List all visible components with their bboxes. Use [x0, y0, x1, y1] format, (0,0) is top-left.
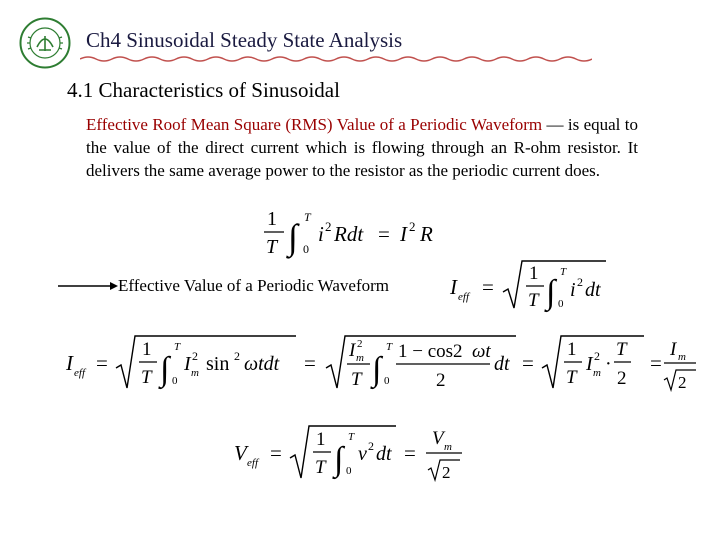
svg-text:I: I [450, 275, 457, 299]
svg-text:dt: dt [494, 353, 510, 375]
svg-text:dt: dt [376, 443, 392, 465]
svg-text:2: 2 [192, 349, 198, 363]
svg-text:ωtdt: ωtdt [244, 353, 280, 375]
svg-text:m: m [444, 441, 452, 453]
arrow-icon [58, 279, 118, 293]
svg-text:2: 2 [368, 439, 374, 453]
svg-text:=: = [270, 441, 282, 465]
svg-text:T: T [528, 290, 539, 311]
svg-text:2: 2 [617, 368, 627, 389]
definition-paragraph [86, 113, 638, 182]
definition-body: — is equal to the value of the direct current which is flowing through an R-ohm resistor. It delivers the same average power to the resistor as the periodic current does. [86, 115, 638, 180]
svg-text:1: 1 [529, 263, 539, 284]
svg-text:T: T [560, 266, 567, 278]
svg-text:0: 0 [303, 242, 309, 256]
svg-text:I: I [670, 339, 677, 360]
equation-veff [232, 420, 472, 486]
svg-text:I: I [184, 353, 191, 375]
svg-text:ωt: ωt [472, 341, 491, 362]
svg-text:∫: ∫ [334, 441, 344, 478]
header-underline [80, 54, 592, 64]
svg-text:m: m [356, 352, 364, 364]
svg-text:2: 2 [577, 275, 583, 289]
svg-text:I: I [586, 353, 593, 375]
svg-text:∫: ∫ [160, 351, 170, 388]
svg-text:=: = [96, 351, 108, 375]
svg-text:1: 1 [567, 339, 577, 360]
svg-text:i: i [318, 222, 324, 246]
svg-text:0: 0 [384, 375, 390, 387]
svg-text:eff: eff [74, 367, 85, 379]
equation-ieff-definition [448, 256, 610, 314]
svg-text:2: 2 [678, 373, 687, 392]
svg-text:i: i [570, 279, 576, 301]
svg-text:I: I [349, 340, 356, 361]
svg-text:T: T [141, 367, 152, 388]
svg-text:T: T [348, 431, 355, 443]
svg-text:sin: sin [206, 353, 230, 375]
svg-text:V: V [234, 441, 247, 465]
svg-text:2: 2 [442, 463, 451, 482]
svg-text:T: T [566, 367, 577, 388]
svg-text:dt: dt [585, 279, 601, 301]
svg-text:=: = [304, 351, 316, 375]
svg-text:2: 2 [594, 349, 600, 363]
svg-text:=: = [378, 222, 390, 246]
svg-text:∫: ∫ [546, 274, 556, 311]
svg-text:1: 1 [316, 429, 326, 450]
svg-text:R: R [420, 222, 433, 246]
svg-text:v: v [358, 443, 367, 465]
section-title: 4.1 Characteristics of Sinusoidal [67, 78, 340, 102]
svg-text:∫: ∫ [372, 351, 382, 388]
svg-text:2: 2 [357, 338, 363, 350]
university-logo [19, 17, 71, 69]
chapter-title: Ch4 Sinusoidal Steady State Analysis [86, 28, 403, 52]
svg-text:T: T [304, 210, 311, 224]
svg-text:2: 2 [234, 349, 240, 363]
effective-value-label: Effective Value of a Periodic Waveform [118, 276, 390, 295]
svg-text:2: 2 [436, 370, 446, 391]
svg-text:T: T [266, 236, 278, 258]
svg-text:T: T [351, 369, 362, 390]
svg-text:V: V [432, 428, 444, 449]
svg-text:Rdt: Rdt [334, 222, 364, 246]
svg-text:0: 0 [172, 375, 178, 387]
svg-text:eff: eff [247, 457, 258, 469]
svg-text:2: 2 [409, 219, 416, 234]
svg-text:m: m [593, 367, 601, 379]
svg-text:=: = [404, 441, 416, 465]
svg-text:T: T [616, 339, 627, 360]
svg-text:1: 1 [142, 339, 152, 360]
svg-text:m: m [678, 351, 686, 363]
svg-text:∫: ∫ [288, 217, 298, 257]
svg-text:T: T [315, 457, 326, 478]
svg-text:0: 0 [346, 465, 352, 477]
svg-text:=: = [522, 351, 534, 375]
svg-text:1 − cos2: 1 − cos2 [398, 341, 463, 362]
svg-text:2: 2 [325, 219, 332, 234]
svg-text:I: I [400, 222, 407, 246]
svg-text:=: = [650, 351, 662, 375]
svg-text:T: T [174, 341, 181, 353]
svg-text:eff: eff [458, 291, 469, 303]
equation-ieff-sinusoid [64, 330, 700, 396]
svg-text:T: T [386, 341, 393, 353]
svg-text:·: · [605, 353, 612, 375]
svg-text:=: = [482, 275, 494, 299]
svg-text:m: m [191, 367, 199, 379]
svg-text:1: 1 [267, 208, 277, 230]
equation-power [262, 205, 462, 263]
svg-text:I: I [66, 351, 73, 375]
svg-text:0: 0 [558, 298, 564, 310]
rms-term: Effective Roof Mean Square (RMS) Value of a Periodic Waveform [86, 115, 543, 134]
